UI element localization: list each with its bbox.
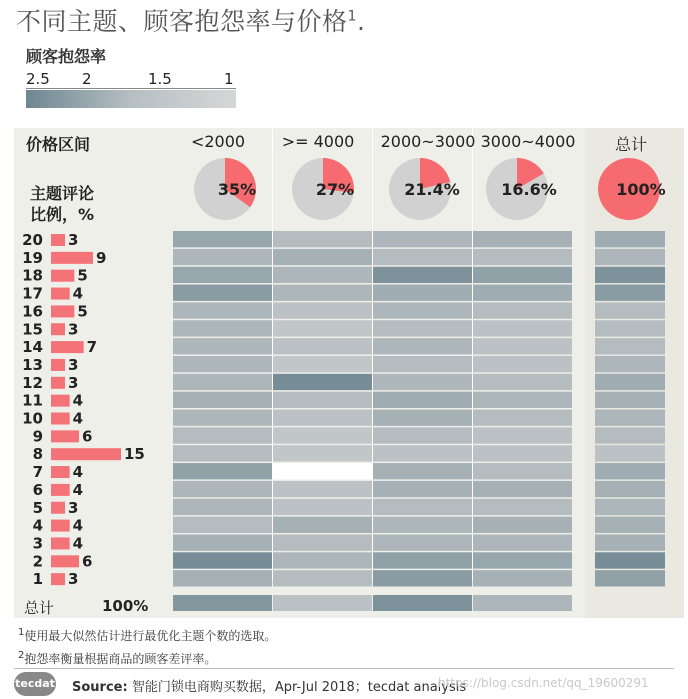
topic-pct-label: 3 [68,498,79,517]
topic-bar [51,323,65,335]
heatmap-cell [473,374,572,390]
heatmap-cell [373,552,472,568]
heatmap-cell [273,374,372,390]
topic-label: 5 [32,498,43,517]
heatmap-cell [373,445,472,461]
legend-tick: 2.5 [26,70,50,88]
total-row-label: 总计 [24,599,55,617]
topic-pct-label: 4 [72,516,84,535]
heatmap-cell [273,249,372,265]
pie-label: 35% [217,180,257,199]
heatmap-cell [173,374,272,390]
topic-pct-label: 15 [124,445,145,464]
topic-pct-label: 3 [68,373,79,392]
heatmap-cell [473,445,572,461]
heatmap-cell [373,427,472,443]
topic-bar [51,520,70,532]
heatmap-cell [373,302,472,318]
total-row-pct: 100% [102,597,149,615]
topic-bar [51,359,65,371]
footer-divider [14,668,674,669]
footnote: $^2$抱怨率衡量根据商品的顾客差评率。 [18,650,217,666]
total-row-cell [273,595,372,611]
heatmap-cell [273,499,372,515]
topic-label: 10 [22,409,43,428]
heatmap-cell [373,410,472,426]
heatmap-cell-total [595,374,665,390]
heatmap-cell [173,552,272,568]
heatmap-cell-total [595,463,665,479]
topic-label: 16 [22,302,43,321]
heatmap-cell-total [595,517,665,533]
heatmap-cell [473,463,572,479]
heatmap-cell [273,570,372,586]
legend-tick: 1.5 [148,70,172,88]
heatmap-cell [373,534,472,550]
topic-label: 11 [22,391,43,410]
heatmap-cell [473,499,572,515]
heatmap-cell-total [595,392,665,408]
topic-bar [51,288,70,300]
heatmap-cell [273,552,372,568]
topic-pct-label: 9 [96,248,107,267]
topic-bar [51,270,74,282]
heatmap-cell [273,410,372,426]
heatmap-cell [273,463,372,479]
tecdat-logo: tecdat [14,672,56,696]
heatmap-cell [373,356,472,372]
legend-title: 顾客抱怨率 [26,47,107,66]
heatmap-cell [473,356,572,372]
heatmap-cell-total [595,534,665,550]
heatmap-cell [273,285,372,301]
price-range-label: 价格区间 [26,135,91,154]
heatmap-cell-total [595,267,665,283]
heatmap-cell [373,570,472,586]
heatmap-cell-total [595,445,665,461]
topic-bar [51,466,70,478]
pie-label: 100% [616,180,666,199]
column-header: >= 4000 [281,132,355,151]
topic-bar [51,537,70,549]
topic-ratio-label-line2: 比例，% [30,205,95,224]
topic-label: 14 [22,338,43,357]
heatmap-cell [173,410,272,426]
heatmap-cell [173,534,272,550]
topic-label: 8 [32,445,43,464]
heatmap-cell [373,517,472,533]
heatmap-cell [373,374,472,390]
heatmap-cell-total [595,231,665,247]
topic-pct-label: 3 [68,320,79,339]
topic-pct-label: 4 [72,534,84,553]
topic-label: 12 [22,373,43,392]
heatmap-cell [173,445,272,461]
topic-pct-label: 3 [68,570,79,589]
heatmap-cell [473,320,572,336]
topic-pct-label: 5 [77,266,88,285]
column-header: 2000~3000 [380,132,476,151]
heatmap-cell [373,463,472,479]
topic-bar [51,234,65,246]
topic-bar [51,502,65,514]
heatmap-cell-total [595,302,665,318]
pie-label: 21.4% [404,180,460,199]
heatmap-cell-total [595,552,665,568]
heatmap-cell [373,320,472,336]
topic-bar [51,377,65,389]
column-header: <2000 [190,132,246,151]
topic-pct-label: 4 [72,480,84,499]
topic-label: 4 [32,516,43,535]
topic-pct-label: 3 [68,231,79,249]
legend-tick: 1 [224,70,234,88]
source-text: Source: 智能门锁电商购买数据，Apr-Jul 2018；tecdat analysis [72,680,467,695]
heatmap-cell [473,481,572,497]
topic-label: 19 [22,248,43,267]
heatmap-cell-total [595,356,665,372]
topic-bar [51,413,70,425]
topic-pct-label: 3 [68,355,79,374]
topic-label: 6 [32,480,43,499]
pie-label: 27% [315,180,355,199]
heatmap-cell [273,267,372,283]
heatmap-cell [173,392,272,408]
topic-pct-label: 7 [86,338,98,357]
heatmap-cell [173,517,272,533]
heatmap-cell [173,463,272,479]
heatmap-cell [473,552,572,568]
heatmap-cell [473,338,572,354]
topic-label: 7 [32,463,43,482]
topic-pct-label: 4 [72,409,84,428]
heatmap-cell [173,285,272,301]
watermark: https://blog.csdn.net/qq_19600291 [438,676,649,690]
heatmap-cell [273,231,372,247]
heatmap-cell-total [595,249,665,265]
topic-pct-label: 5 [77,302,88,321]
topic-bar [51,341,84,353]
topic-label: 1 [32,570,43,589]
heatmap-cell-total [595,410,665,426]
heatmap-cell [273,320,372,336]
legend-tick: 2 [82,70,92,88]
topic-label: 17 [22,284,43,303]
heatmap-cell [173,249,272,265]
heatmap-cell [373,392,472,408]
chart-title: 不同主题、顾客抱怨率与价格$^1$. [16,7,366,36]
topic-label: 9 [32,427,43,446]
topic-label: 18 [22,266,43,285]
heatmap-cell [473,392,572,408]
heatmap-cell [373,285,472,301]
heatmap-cell [473,267,572,283]
topic-pct-label: 4 [72,284,84,303]
heatmap-cell [173,481,272,497]
topic-bar [51,484,70,496]
heatmap-cell [273,356,372,372]
heatmap-cell [273,427,372,443]
topic-label: 20 [22,231,43,249]
topic-bar [51,252,93,264]
topic-pct-label: 6 [82,552,93,571]
heatmap-cell [173,231,272,247]
heatmap-cell [173,338,272,354]
footnote: $^1$使用最大似然估计进行最优化主题个数的选取。 [18,627,277,643]
heatmap-cell [173,499,272,515]
heatmap-cell [473,285,572,301]
heatmap-cell-total [595,499,665,515]
heatmap-cell [373,481,472,497]
heatmap-cell-total [595,285,665,301]
heatmap-cell [473,231,572,247]
heatmap-cell-total [595,427,665,443]
heatmap-cell [173,427,272,443]
topic-bar [51,395,70,407]
heatmap-cell [473,427,572,443]
heatmap-cell [273,481,372,497]
heatmap-cell [473,410,572,426]
heatmap-cell [373,338,472,354]
heatmap-cell [173,570,272,586]
heatmap-cell-total [595,570,665,586]
topic-label: 15 [22,320,43,339]
topic-ratio-label-line1: 主题评论 [30,184,95,203]
topic-pct-label: 4 [72,391,84,410]
total-row-cell [373,595,472,611]
topic-bar [51,448,121,460]
heatmap-cell [473,570,572,586]
heatmap-cell [273,302,372,318]
total-row-cell [473,595,572,611]
heatmap-cell [473,517,572,533]
heatmap-cell [373,231,472,247]
topic-pct-label: 4 [72,463,84,482]
topic-label: 2 [32,552,43,571]
heatmap-cell-total [595,338,665,354]
heatmap-cell-total [595,481,665,497]
heatmap-cell [373,249,472,265]
heatmap-cell [273,534,372,550]
topic-bar [51,305,74,317]
topic-pct-label: 6 [82,427,93,446]
heatmap-cell [273,338,372,354]
heatmap-cell-total [595,320,665,336]
column-header: 3000~4000 [480,132,576,151]
pie-label: 16.6% [501,180,557,199]
heatmap-cell [273,517,372,533]
heatmap-cell [473,249,572,265]
heatmap-cell [173,302,272,318]
heatmap-cell [173,267,272,283]
column-header-total: 总计 [614,135,647,154]
heatmap-cell [173,320,272,336]
total-row-cell [173,595,272,611]
topic-label: 3 [32,534,43,553]
topic-bar [51,573,65,585]
heatmap-cell [473,534,572,550]
topic-bar [51,430,79,442]
topic-label: 13 [22,355,43,374]
heatmap-cell [373,267,472,283]
heatmap-cell [373,499,472,515]
heatmap-cell [273,445,372,461]
heatmap-cell [473,302,572,318]
heatmap-cell [273,392,372,408]
heatmap-cell [173,356,272,372]
topic-bar [51,555,79,567]
